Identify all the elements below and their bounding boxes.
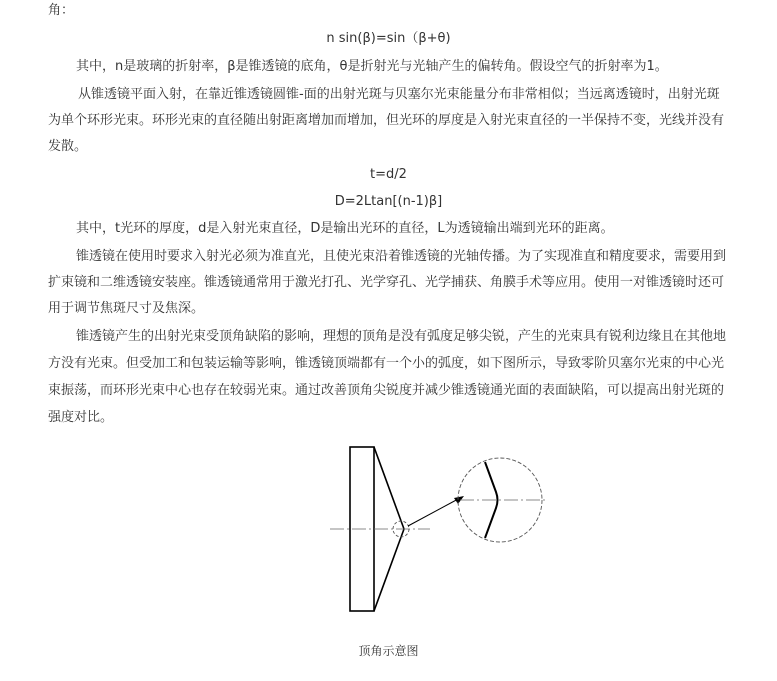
lens-cone-lower-face — [374, 529, 404, 611]
paragraph-line: 从锥透镜平面入射，在靠近锥透镜圆锥-面的出射光斑与贝塞尔光束能量分布非常相似；当远离透镜时，出射光斑 — [78, 87, 720, 102]
paragraph-line: 束振荡，而环形光束中心也存在较弱光束。通过改善顶角尖锐度并减少锥透镜通光面的表面缺陷，可以提高出射光斑的 — [48, 383, 725, 398]
paragraph-line: 方没有光束。但受加工和包装运输等影响，锥透镜顶端都有一个小的弧度，如下图所示，导致零阶贝塞尔光束的中心光 — [48, 356, 725, 371]
paragraph-line: 发散。 — [48, 139, 88, 154]
lens-cone-upper-face — [374, 447, 404, 529]
paragraph-line: 角： — [48, 3, 75, 18]
paragraph-line: 强度对比。 — [48, 410, 114, 425]
paragraph-line: 锥透镜产生的出射光束受顶角缺陷的影响，理想的顶角是没有弧度足够尖锐，产生的光束具有锐利边缘且在其他地 — [76, 329, 727, 344]
equation-diameter: D=2Ltan[(n-1)β] — [334, 194, 443, 209]
axicon-apex-diagram — [300, 440, 560, 620]
paragraph-line: 锥透镜在使用时要求入射光必须为准直光，且使光束沿着锥透镜的光轴传播。为了实现准直和精度要求，需要用到 — [76, 249, 727, 264]
paragraph-line: 其中，t光环的厚度，d是入射光束直径，D是输出光环的直径，L为透镜输出端到光环的距离。 — [76, 221, 614, 236]
figure-caption: 顶角示意图 — [358, 644, 419, 658]
paragraph-line: 其中，n是玻璃的折射率，β是锥透镜的底角，θ是折射光与光轴产生的偏转角。假设空气的折射率为1。 — [76, 59, 668, 74]
equation-thickness: t=d/2 — [370, 167, 407, 182]
paragraph-line: 用于调节焦斑尺寸及焦深。 — [48, 301, 205, 316]
paragraph-line: 为单个环形光束。环形光束的直径随出射距离增加而增加，但光环的厚度是入射光束直径的一半保持不变，光线并没有 — [48, 113, 725, 128]
equation-snell: n sin(β)=sin（β+θ) — [326, 31, 451, 46]
magnify-leader-line — [408, 498, 460, 526]
paragraph-line: 扩束镜和二维透镜安装座。锥透镜通常用于激光打孔、光学穿孔、光学捕获、角膜手术等应用。使用一对锥透镜时还可 — [48, 275, 725, 290]
